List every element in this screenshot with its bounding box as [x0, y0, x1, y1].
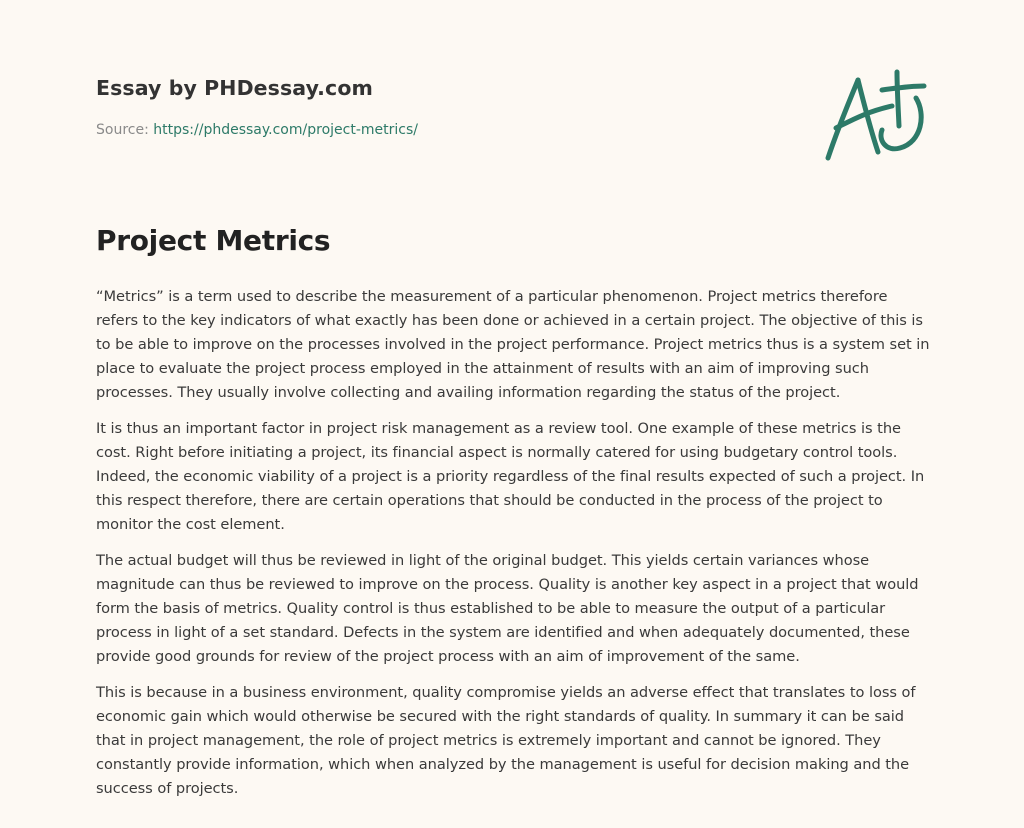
source-label: Source:: [96, 122, 154, 138]
essay-paragraph: It is thus an important factor in project risk management as a review tool. One example of these metrics is the cost. Right before initiating a project, its financial aspect is normally catered for using budgetary control tools. Indeed, the economic viability of a project is a priority regardless of the final results expected of such a project. In this respect therefore, there are certain operations that should be conducted in the process of the project to monitor the cost element.: [96, 420, 925, 533]
source-link[interactable]: https://phdessay.com/project-metrics/: [153, 122, 418, 138]
site-title: Essay by PHDessay.com: [96, 76, 373, 100]
essay-paragraph: “Metrics” is a term used to describe the measurement of a particular phenomenon. Project metrics therefore refers to the key indicators of what exactly has been done or achieved in a certain project. The objective of this is to be able to improve on the processes involved in the project performance. Project metrics thus is a system set in place to evaluate the project process employed in the attainment of results with an aim of improving such processes. They usually involve collecting and availing information regarding the status of the project.: [96, 288, 930, 401]
essay-paragraph: This is because in a business environment, quality compromise yields an adverse effect that translates to loss of economic gain which would otherwise be secured with the right standards of quality. In summary it can be said that in project management, the role of project metrics is extremely important and cannot be ignored. They constantly provide information, which when analyzed by the management is useful for decision making and the success of projects.: [96, 684, 916, 797]
source-line: [96, 122, 418, 138]
essay-title: Project Metrics: [96, 224, 331, 257]
page-header: [96, 76, 418, 138]
essay-paragraph: The actual budget will thus be reviewed in light of the original budget. This yields certain variances whose magnitude can thus be reviewed to improve on the process. Quality is another key aspect in a project that would form the basis of metrics. Quality control is thus established to be able to measure the output of a particular process in light of a set standard. Defects in the system are identified and when adequately documented, these provide good grounds for review of the project process with an aim of improvement of the same.: [96, 552, 919, 665]
essay-body: [96, 285, 932, 813]
a-plus-grade-logo-icon: [822, 68, 930, 168]
